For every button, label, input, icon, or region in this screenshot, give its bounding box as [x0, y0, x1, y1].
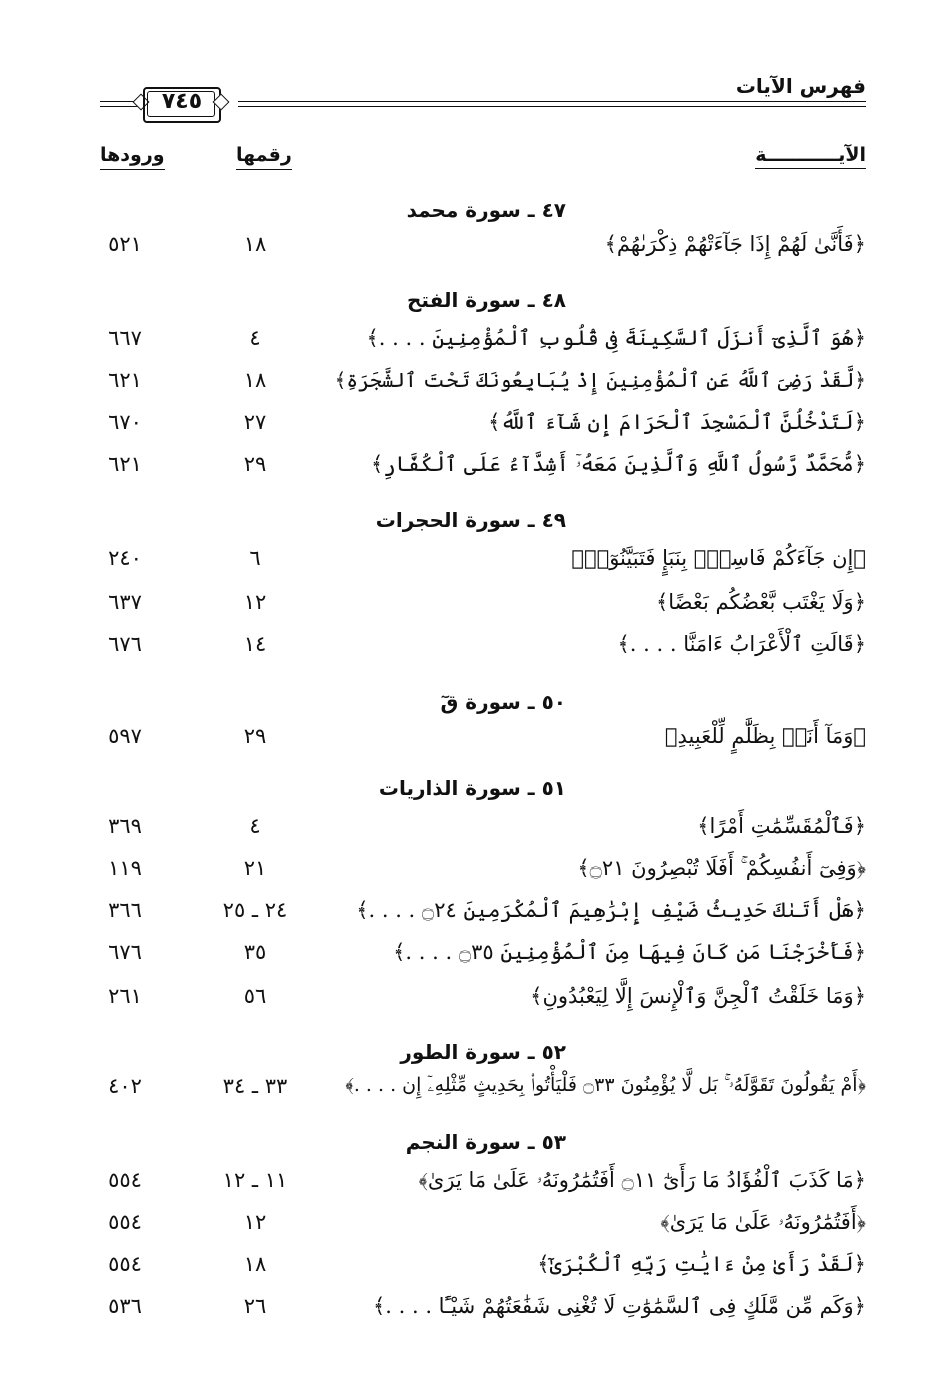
- surah-heading: ٤٧ ـ سورة محمد: [406, 198, 566, 222]
- verse-text: ﴿لَّقَدْ رَضِىَ ٱللَّهُ عَنِ ٱلْمُؤْمِنِينَ إِذْ يُبَايِعُونَكَ تَحْتَ ٱلشَّجَرَةِ﴾: [334, 368, 866, 392]
- verse-text: ﴿وَفِىٓ أَنفُسِكُمْ ۚ أَفَلَا تُبْصِرُونَ ۝٢١﴾: [577, 856, 866, 880]
- verse-number: ٢٧: [243, 410, 267, 434]
- occurrence-page: ٦٧٦: [108, 940, 142, 964]
- verse-text: ﴿فَأَنَّىٰ لَهُمْ إِذَا جَآءَتْهُمْ ذِكْرَىٰهُمْ﴾: [604, 232, 866, 256]
- verse-text: ﴿لَتَدْخُلُنَّ ٱلْمَسْجِدَ ٱلْحَرَامَ إِن شَآءَ ٱللَّهُ﴾: [488, 410, 866, 434]
- header-rule-top: [238, 101, 866, 102]
- occurrence-page: ٥٩٧: [108, 724, 142, 748]
- page-number-ornament: [135, 84, 227, 124]
- header-rule-left-bottom: [100, 106, 138, 107]
- occurrence-page: ٦٧٦: [108, 632, 142, 656]
- occurrence-page: ٥٥٤: [108, 1168, 142, 1192]
- verse-number: ٢٤ ـ ٢٥: [222, 898, 288, 922]
- verse-number: ٢٩: [243, 724, 267, 748]
- verse-number: ٤: [249, 326, 261, 350]
- verse-text: ﴿وَلَا يَغْتَب بَّعْضُكُم بَعْضًا﴾: [655, 590, 866, 614]
- occurrence-page: ٥٥٤: [108, 1210, 142, 1234]
- surah-heading: ٥٠ ـ سورة قٓ: [440, 690, 566, 714]
- running-title: فهرس الآيات: [735, 74, 866, 98]
- verse-number: ١٨: [243, 368, 267, 392]
- verse-text: ﴿أَمْ يَقُولُونَ تَقَوَّلَهُۥ ۚ بَل لَّا يُؤْمِنُونَ ۝٣٣ فَلْيَأْتُوا۟ بِحَدِيثٍ مِّثْلِهِۦٓ إِن . . . .﴾: [345, 1074, 866, 1096]
- occurrence-page: ٦٧٠: [108, 410, 142, 434]
- verse-number: ٤: [249, 814, 261, 838]
- page-number: ٧٤٥: [161, 89, 203, 114]
- verse-text: ﴿هَلْ أَتَىٰكَ حَدِيثُ ضَيْفِ إِبْرَٰهِيمَ ٱلْمُكْرَمِينَ ۝٢٤ . . . .﴾: [356, 898, 866, 922]
- surah-heading: ٥٣ ـ سورة النجم: [405, 1130, 566, 1154]
- column-header-number: رقمها: [236, 144, 292, 170]
- verse-number: ٥٦: [243, 984, 267, 1008]
- verse-number: ٢٦: [243, 1294, 267, 1318]
- occurrence-page: ٢٤٠: [108, 546, 142, 570]
- occurrence-page: ٦٣٧: [108, 590, 142, 614]
- verse-number: ١١ ـ ١٢: [222, 1168, 288, 1192]
- verse-text: ﴿فَٱلْمُقَسِّمَٰتِ أَمْرًا﴾: [697, 814, 866, 838]
- verse-number: ١٨: [243, 1252, 267, 1276]
- verse-text: ﴿وَمَا خَلَقْتُ ٱلْجِنَّ وَٱلْإِنسَ إِلَّا لِيَعْبُدُونِ﴾: [530, 984, 866, 1008]
- surah-heading: ٥١ ـ سورة الذاريات: [378, 776, 566, 800]
- occurrence-page: ٦٢١: [108, 368, 142, 392]
- verse-text: ﴿وَمَآ أَنَا۠ بِظَلَّٰمٍ لِّلْعَبِيدِ﴾: [664, 724, 866, 748]
- verse-number: ٣٣ ـ ٣٤: [222, 1074, 288, 1098]
- verse-text: ﴿لَقَدْ رَأَىٰ مِنْ ءَايَٰتِ رَبِّهِ ٱلْكُبْرَىٰٓ﴾: [537, 1252, 866, 1276]
- verse-number: ١٢: [243, 590, 267, 614]
- verse-number: ١٤: [243, 632, 267, 656]
- verse-text: ﴿إِن جَآءَكُمْ فَاسِقٌۢ بِنَبَإٍ فَتَبَيَّنُوٓا۟﴾: [571, 546, 866, 570]
- occurrence-page: ٣٦٩: [108, 814, 142, 838]
- occurrence-page: ٥٥٤: [108, 1252, 142, 1276]
- verse-text: ﴿قَالَتِ ٱلْأَعْرَابُ ءَامَنَّا . . . .﴾: [617, 632, 866, 656]
- verse-text: ﴿هُوَ ٱلَّذِىٓ أَنزَلَ ٱلسَّكِينَةَ فِى قُلُوبِ ٱلْمُؤْمِنِينَ . . . .﴾: [366, 326, 866, 350]
- column-header-verse: الآيـــــــــــة: [755, 144, 866, 169]
- occurrence-page: ١١٩: [108, 856, 142, 880]
- verse-number: ٢٩: [243, 452, 267, 476]
- header-rule-bottom: [238, 106, 866, 107]
- verse-text: ﴿فَأَخْرَجْنَا مَن كَانَ فِيهَا مِنَ ٱلْمُؤْمِنِينَ ۝٣٥ . . . .﴾: [393, 940, 866, 964]
- occurrence-page: ٦٦٧: [108, 326, 142, 350]
- surah-heading: ٤٨ ـ سورة الفتح: [406, 288, 566, 312]
- verse-text: ﴿مُّحَمَّدٌ رَّسُولُ ٱللَّهِ وَٱلَّذِينَ مَعَهُۥٓ أَشِدَّآءُ عَلَى ٱلْكُفَّارِ﴾: [371, 452, 866, 476]
- surah-heading: ٥٢ ـ سورة الطور: [400, 1040, 566, 1064]
- column-header-occurrence: ورودها: [100, 144, 165, 170]
- verse-number: ١٨: [243, 232, 267, 256]
- verse-text: ﴿مَا كَذَبَ ٱلْفُؤَادُ مَا رَأَىٰٓ ۝١١ أَفَتُمَٰرُونَهُۥ عَلَىٰ مَا يَرَىٰ﴾: [418, 1168, 866, 1192]
- occurrence-page: ٢٦١: [108, 984, 142, 1008]
- verse-number: ٣٥: [243, 940, 267, 964]
- occurrence-page: ٤٠٢: [108, 1074, 142, 1098]
- verse-number: ٢١: [243, 856, 267, 880]
- occurrence-page: ٥٢١: [108, 232, 142, 256]
- verse-number: ١٢: [243, 1210, 267, 1234]
- occurrence-page: ٦٢١: [108, 452, 142, 476]
- verse-text: ﴿أَفَتُمَٰرُونَهُۥ عَلَىٰ مَا يَرَىٰ﴾: [660, 1210, 866, 1234]
- occurrence-page: ٣٦٦: [108, 898, 142, 922]
- verse-text: ﴿وَكَم مِّن مَّلَكٍ فِى ٱلسَّمَٰوَٰتِ لَا تُغْنِى شَفَٰعَتُهُمْ شَيْـًٔا . . . .﴾: [372, 1294, 866, 1318]
- occurrence-page: ٥٣٦: [108, 1294, 142, 1318]
- verse-number: ٦: [249, 546, 261, 570]
- surah-heading: ٤٩ ـ سورة الحجرات: [375, 508, 566, 532]
